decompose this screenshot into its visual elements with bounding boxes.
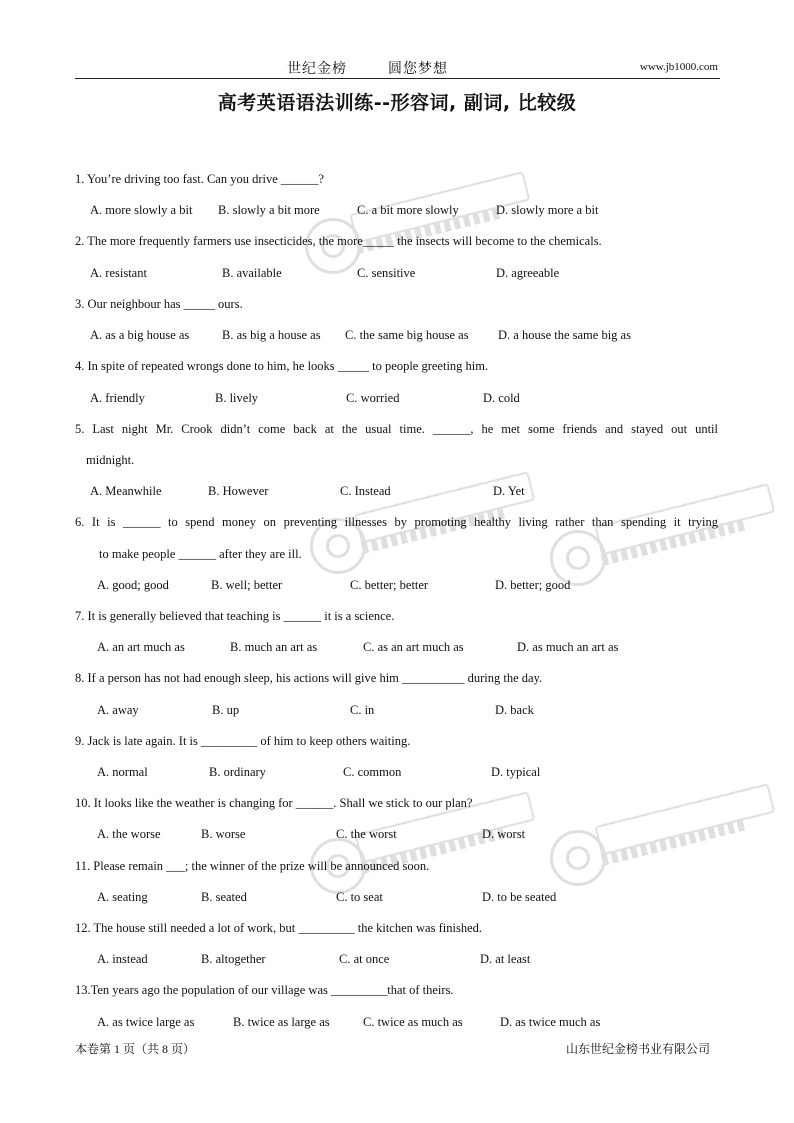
question-stem: 5. Last night Mr. Crook didn’t come back at the usual time. ______, he met some friends and stayed out until [75, 422, 718, 436]
option-c: C. at once [339, 952, 390, 966]
option-b: B. twice as large as [233, 1015, 330, 1029]
question-stem-cont: midnight. [86, 453, 135, 467]
option-a: A. away [97, 703, 139, 717]
question-stem: 12. The house still needed a lot of work, but _________ the kitchen was finished. [75, 921, 482, 935]
option-c: C. the same big house as [345, 328, 469, 342]
option-c: C. twice as much as [363, 1015, 463, 1029]
header-slogan: 圆您梦想 [388, 62, 448, 77]
option-a: A. good; good [97, 578, 169, 592]
option-a: A. an art much as [97, 640, 185, 654]
option-b: B. up [212, 703, 240, 717]
option-d: D. typical [491, 765, 541, 779]
option-a: A. normal [97, 765, 148, 779]
question-stem: 1. You’re driving too fast. Can you drive ______? [75, 172, 324, 186]
page-title: 高考英语语法训练--形容词, 副词, 比较级 [217, 92, 577, 114]
option-a: A. as twice large as [97, 1015, 195, 1029]
page-number: 本卷第 1 页（共 8 页） [75, 1042, 196, 1056]
option-a: A. seating [97, 890, 148, 904]
question-stem: 6. It is ______ to spend money on preventing illnesses by promoting healthy living rather than spending it trying [75, 515, 718, 529]
page-header [75, 56, 720, 79]
option-d: D. better; good [495, 578, 571, 592]
publisher-name: 山东世纪金榜书业有限公司 [566, 1042, 711, 1056]
watermark-logo [550, 520, 780, 592]
option-a: A. resistant [90, 266, 147, 280]
header-url: www.jb1000.com [639, 61, 718, 73]
option-b: B. slowly a bit more [218, 203, 320, 217]
option-d: D. a house the same big as [498, 328, 631, 342]
option-a: A. friendly [90, 391, 145, 405]
option-b: B. altogether [201, 952, 266, 966]
watermark-logo [550, 820, 780, 892]
question-stem: 11. Please remain ___; the winner of the prize will be announced soon. [75, 859, 430, 873]
option-a: A. instead [97, 952, 148, 966]
question-stem: 13.Ten years ago the population of our village was _________that of theirs. [75, 983, 454, 997]
option-c: C. sensitive [357, 266, 416, 280]
option-d: D. back [495, 703, 534, 717]
option-d: D. Yet [493, 484, 525, 498]
question-stem: 9. Jack is late again. It is _________ of him to keep others waiting. [75, 734, 411, 748]
option-c: C. better; better [350, 578, 429, 592]
option-d: D. as much an art as [517, 640, 619, 654]
option-d: D. as twice much as [500, 1015, 601, 1029]
option-c: C. in [350, 703, 375, 717]
option-d: D. slowly more a bit [496, 203, 599, 217]
question-stem-cont: to make people ______ after they are ill. [99, 547, 302, 561]
option-d: D. agreeable [496, 266, 560, 280]
option-d: D. to be seated [482, 890, 557, 904]
option-d: D. worst [482, 827, 526, 841]
option-c: C. worried [346, 391, 400, 405]
question-stem: 2. The more frequently farmers use insecticides, the more_____ the insects will become to the chemicals. [75, 234, 602, 248]
question-stem: 8. If a person has not had enough sleep, his actions will give him __________ during the day. [75, 671, 543, 685]
option-b: B. well; better [211, 578, 283, 592]
option-a: A. as a big house as [90, 328, 190, 342]
option-b: B. available [222, 266, 282, 280]
option-b: B. However [208, 484, 269, 498]
option-a: A. more slowly a bit [90, 203, 193, 217]
option-b: B. worse [201, 827, 246, 841]
option-c: C. common [343, 765, 402, 779]
option-a: A. Meanwhile [90, 484, 162, 498]
question-stem: 3. Our neighbour has _____ ours. [75, 297, 243, 311]
option-b: B. much an art as [230, 640, 318, 654]
option-c: C. Instead [340, 484, 391, 498]
option-c: C. as an art much as [363, 640, 464, 654]
question-stem: 4. In spite of repeated wrongs done to him, he looks _____ to people greeting him. [75, 359, 489, 373]
option-c: C. to seat [336, 890, 383, 904]
option-b: B. as big a house as [222, 328, 321, 342]
option-c: C. a bit more slowly [357, 203, 459, 217]
header-brand: 世纪金榜 [287, 62, 347, 77]
option-d: D. cold [483, 391, 520, 405]
option-c: C. the worst [336, 827, 397, 841]
option-b: B. lively [215, 391, 259, 405]
question-stem: 7. It is generally believed that teaching is ______ it is a science. [75, 609, 395, 623]
option-b: B. seated [201, 890, 247, 904]
option-b: B. ordinary [209, 765, 266, 779]
question-stem: 10. It looks like the weather is changing for ______. Shall we stick to our plan? [75, 796, 473, 810]
option-d: D. at least [480, 952, 531, 966]
option-a: A. the worse [97, 827, 161, 841]
